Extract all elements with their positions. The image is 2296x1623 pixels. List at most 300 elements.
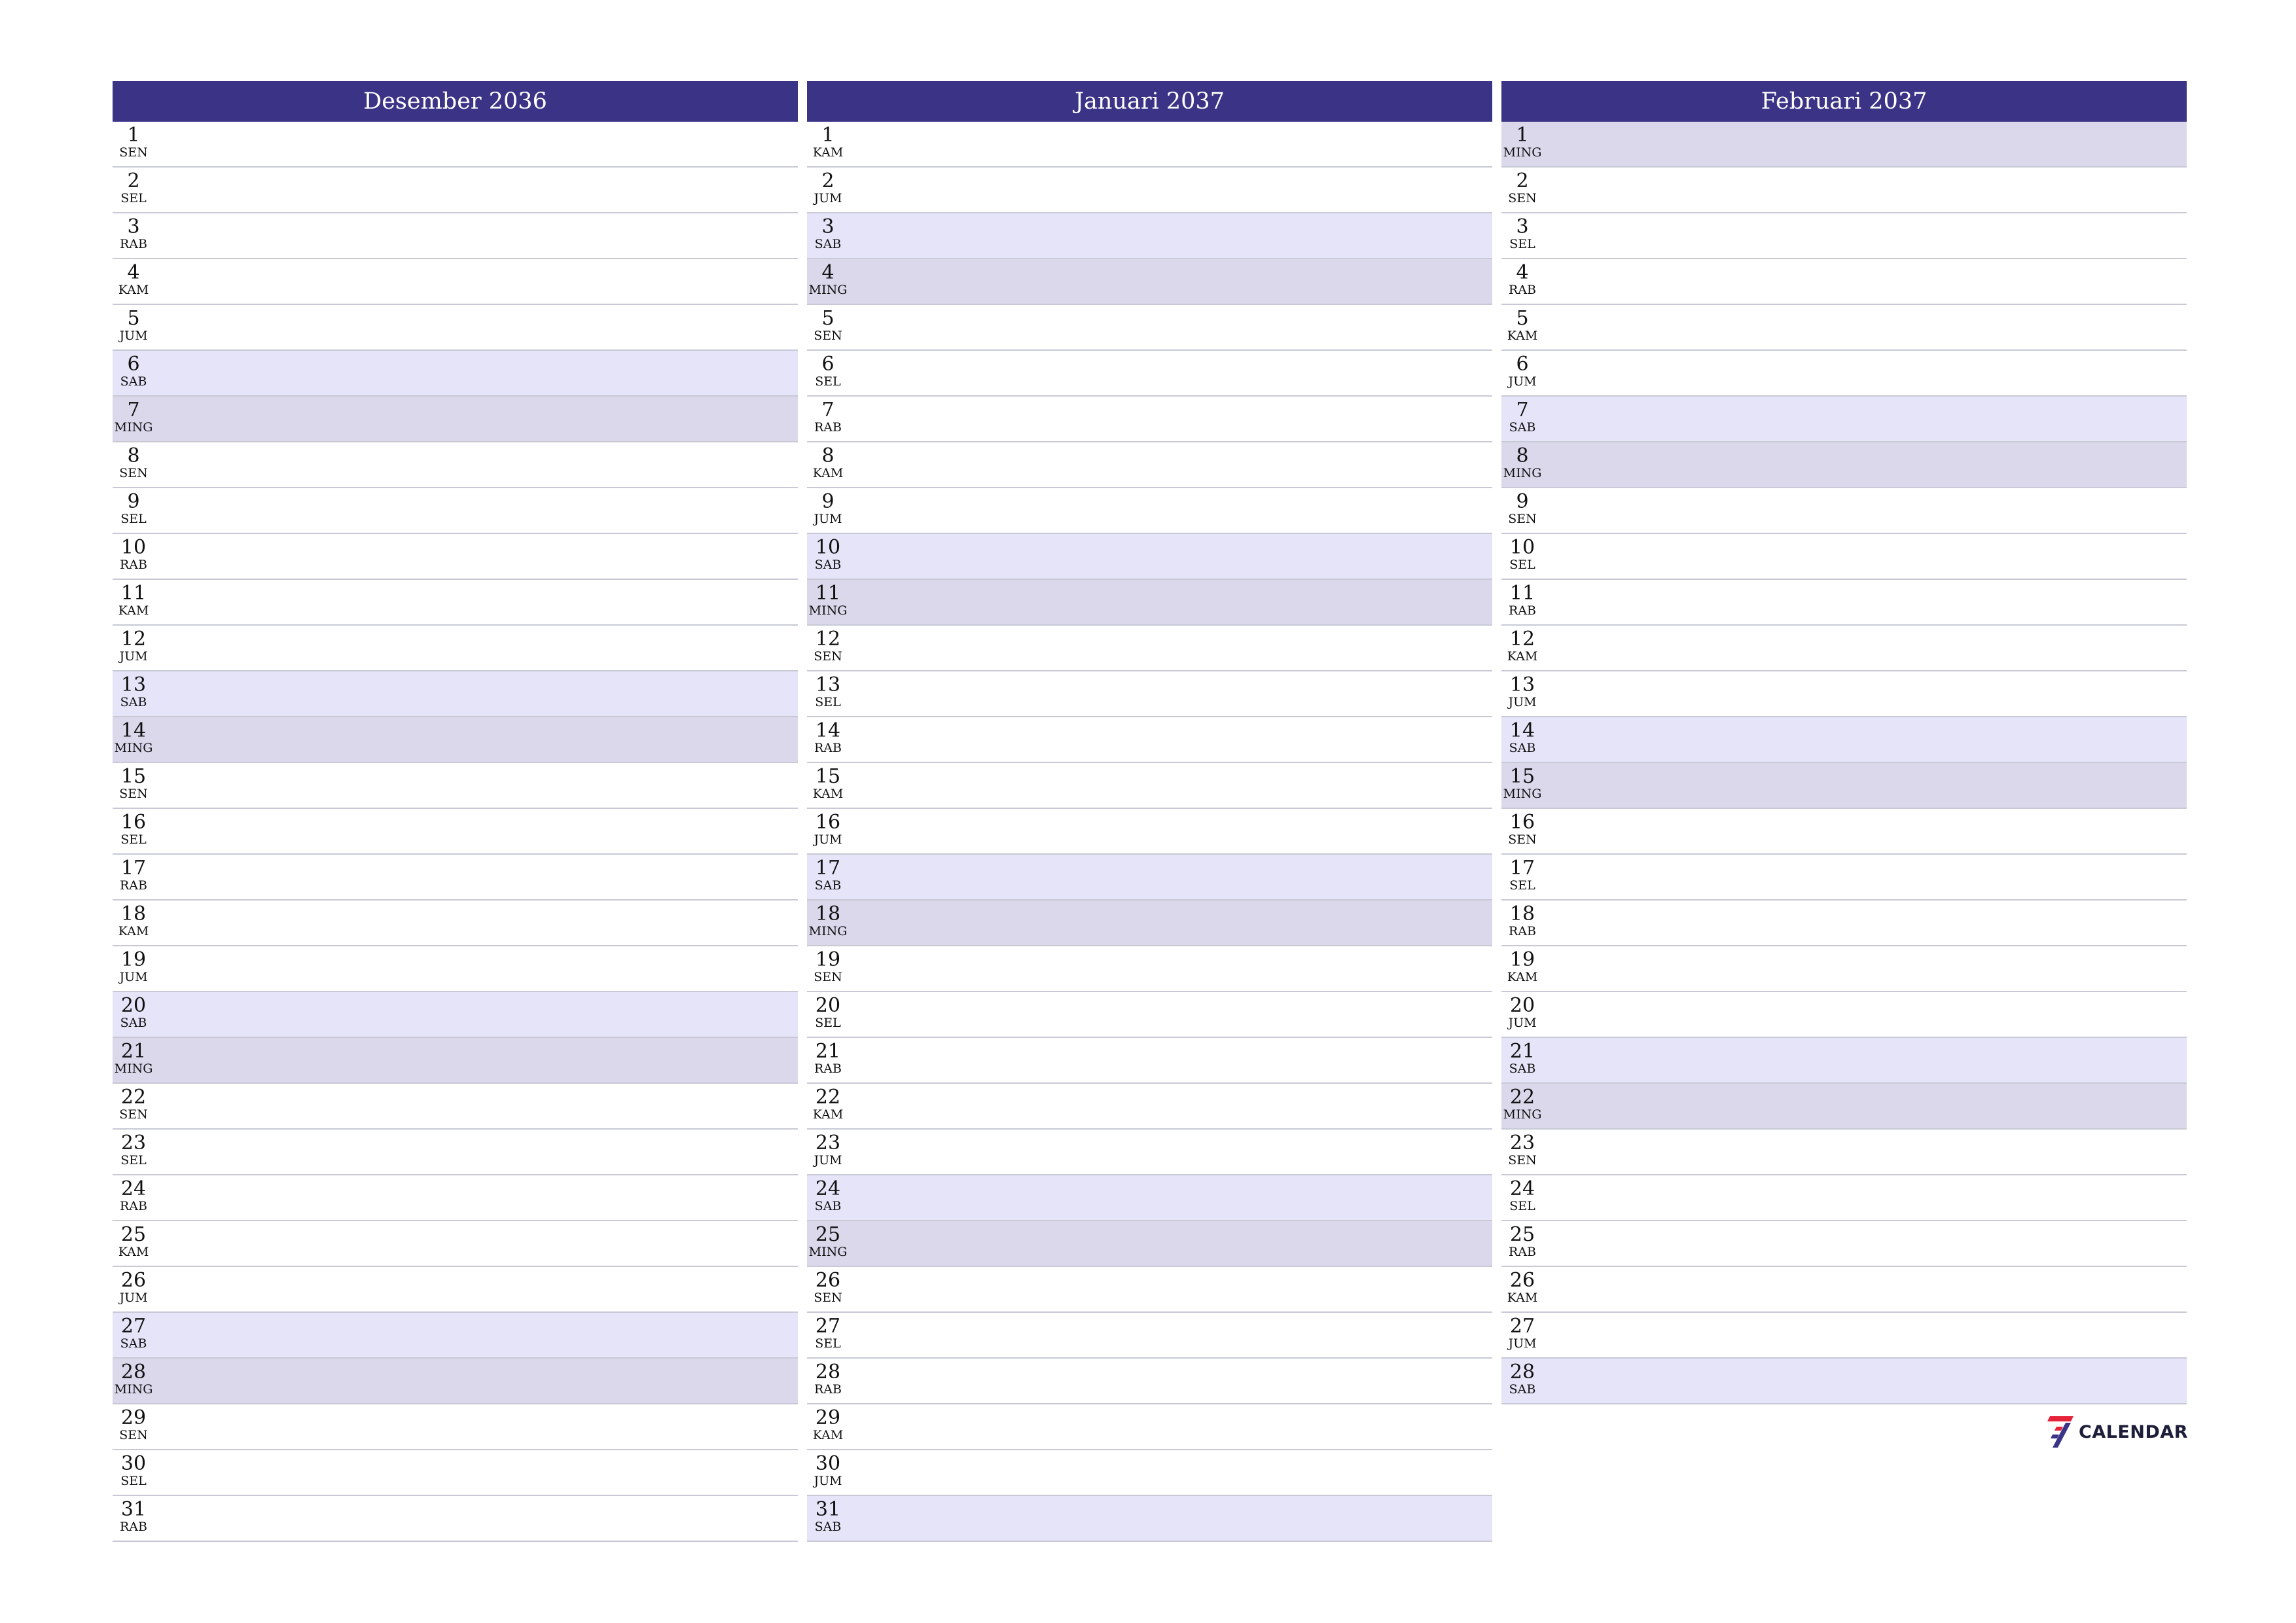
- day-row: [113, 1038, 798, 1084]
- day-row: [1501, 213, 2187, 259]
- day-cell: [113, 534, 154, 572]
- day-row: [113, 534, 798, 580]
- day-cell: [1501, 213, 1543, 251]
- day-cell: [807, 626, 849, 664]
- day-row: [1501, 626, 2187, 671]
- day-row: [113, 717, 798, 763]
- day-row: [1501, 1175, 2187, 1221]
- day-cell: [807, 168, 849, 205]
- day-name: SAB: [1509, 420, 1536, 435]
- day-number: 8: [127, 444, 140, 467]
- day-name: RAB: [120, 237, 147, 251]
- day-number: 9: [821, 490, 834, 513]
- seven-logo-icon: [2046, 1414, 2075, 1450]
- day-name: KAM: [812, 1107, 844, 1122]
- day-cell: [807, 580, 849, 618]
- day-number: 3: [127, 215, 140, 238]
- day-name: MING: [114, 1382, 153, 1397]
- day-cell: [807, 397, 849, 435]
- day-cell: [1501, 763, 1543, 801]
- day-number: 13: [815, 673, 841, 696]
- day-cell: [1501, 259, 1543, 297]
- day-cell: [807, 213, 849, 251]
- day-name: SEN: [119, 466, 148, 480]
- day-cell: [1501, 1175, 1543, 1213]
- day-number: 15: [1509, 765, 1535, 788]
- day-number: 30: [120, 1452, 147, 1475]
- day-number: 1: [127, 124, 140, 147]
- day-number: 22: [120, 1086, 147, 1109]
- day-row: [1501, 1084, 2187, 1130]
- day-name: JUM: [814, 1153, 842, 1168]
- day-name: SEL: [120, 1474, 147, 1488]
- day-number: 5: [1516, 307, 1529, 330]
- day-row: [1501, 122, 2187, 168]
- day-name: SAB: [120, 1336, 147, 1351]
- day-number: 17: [815, 857, 841, 880]
- day-name: RAB: [120, 878, 147, 893]
- day-row: [113, 442, 798, 488]
- day-row: [807, 213, 1492, 259]
- day-row: [1501, 397, 2187, 442]
- day-number: 4: [1516, 261, 1529, 284]
- day-row: [807, 259, 1492, 305]
- day-cell: [113, 992, 154, 1030]
- day-cell: [807, 1084, 849, 1122]
- day-cell: [807, 1038, 849, 1076]
- day-list: [807, 122, 1492, 1542]
- month-header: Desember 2036: [113, 81, 798, 122]
- day-name: SEN: [119, 1428, 148, 1442]
- day-cell: [113, 1404, 154, 1442]
- day-name: RAB: [120, 1199, 147, 1213]
- day-row: [113, 1084, 798, 1130]
- day-cell: [113, 1130, 154, 1168]
- day-cell: [1501, 442, 1543, 480]
- day-row: [1501, 580, 2187, 626]
- day-row: [807, 580, 1492, 626]
- day-cell: [807, 1313, 849, 1351]
- day-row: [113, 580, 798, 626]
- day-cell: [1501, 397, 1543, 435]
- day-name: JUM: [119, 329, 148, 343]
- day-row: [807, 1450, 1492, 1496]
- day-cell: [113, 213, 154, 251]
- day-cell: [807, 1359, 849, 1397]
- day-number: 17: [120, 857, 147, 880]
- day-row: [1501, 488, 2187, 534]
- day-row: [807, 626, 1492, 671]
- day-row: [807, 1084, 1492, 1130]
- day-name: KAM: [1507, 1291, 1538, 1305]
- day-number: 29: [120, 1406, 147, 1429]
- day-number: 2: [821, 169, 834, 192]
- day-name: JUM: [119, 970, 148, 984]
- day-name: SAB: [1509, 1382, 1536, 1397]
- day-name: JUM: [1508, 1016, 1537, 1030]
- day-row: [1501, 351, 2187, 397]
- day-number: 24: [815, 1177, 841, 1200]
- day-row: [1501, 259, 2187, 305]
- day-row: [807, 901, 1492, 946]
- day-cell: [113, 1221, 154, 1259]
- day-row: [1501, 671, 2187, 717]
- day-name: SEL: [120, 512, 147, 526]
- day-name: JUM: [814, 512, 842, 526]
- day-cell: [113, 168, 154, 205]
- day-name: JUM: [1508, 1336, 1537, 1351]
- day-row: [113, 809, 798, 855]
- day-name: KAM: [812, 466, 844, 480]
- day-row: [113, 671, 798, 717]
- day-row: [1501, 992, 2187, 1038]
- day-cell: [1501, 717, 1543, 755]
- day-row: [807, 1313, 1492, 1359]
- day-cell: [113, 1450, 154, 1488]
- day-cell: [1501, 809, 1543, 847]
- day-row: [807, 763, 1492, 809]
- day-name: MING: [808, 283, 848, 297]
- day-number: 8: [821, 444, 834, 467]
- day-name: JUM: [814, 832, 842, 847]
- day-name: RAB: [814, 1061, 842, 1076]
- day-number: 6: [127, 353, 140, 376]
- day-number: 10: [1509, 536, 1535, 559]
- day-name: JUM: [119, 649, 148, 664]
- day-cell: [1501, 1267, 1543, 1305]
- day-cell: [1501, 1221, 1543, 1259]
- day-row: [1501, 1313, 2187, 1359]
- day-name: SEN: [814, 649, 842, 664]
- day-row: [807, 534, 1492, 580]
- day-row: [807, 1496, 1492, 1542]
- day-name: SEN: [814, 970, 842, 984]
- day-cell: [113, 122, 154, 160]
- day-number: 27: [815, 1315, 841, 1338]
- day-row: [113, 1175, 798, 1221]
- day-name: RAB: [1509, 1245, 1536, 1259]
- day-cell: [807, 1175, 849, 1213]
- month-header: Januari 2037: [807, 81, 1492, 122]
- day-number: 10: [120, 536, 147, 559]
- day-row: [113, 351, 798, 397]
- day-row: [113, 1404, 798, 1450]
- day-row: [807, 305, 1492, 351]
- day-cell: [113, 580, 154, 618]
- day-name: RAB: [120, 558, 147, 572]
- day-name: SEN: [119, 787, 148, 801]
- day-name: SAB: [814, 878, 842, 893]
- day-number: 3: [821, 215, 834, 238]
- day-cell: [113, 901, 154, 938]
- day-number: 20: [815, 994, 841, 1017]
- day-name: SEN: [1508, 1153, 1537, 1168]
- day-name: SAB: [1509, 1061, 1536, 1076]
- day-number: 28: [1509, 1361, 1535, 1383]
- day-row: [113, 763, 798, 809]
- day-number: 24: [1509, 1177, 1535, 1200]
- day-name: MING: [808, 603, 848, 618]
- day-row: [807, 122, 1492, 168]
- day-number: 23: [1509, 1132, 1535, 1154]
- day-cell: [807, 1267, 849, 1305]
- day-cell: [807, 259, 849, 297]
- day-cell: [807, 1221, 849, 1259]
- day-cell: [807, 534, 849, 572]
- day-cell: [807, 946, 849, 984]
- day-name: MING: [1503, 787, 1542, 801]
- day-row: [113, 1221, 798, 1267]
- day-cell: [807, 717, 849, 755]
- day-number: 26: [815, 1269, 841, 1292]
- brand-text: CALENDAR: [2079, 1421, 2189, 1442]
- day-cell: [1501, 671, 1543, 709]
- day-row: [1501, 1221, 2187, 1267]
- day-number: 24: [120, 1177, 147, 1200]
- day-cell: [113, 763, 154, 801]
- day-row: [807, 1130, 1492, 1175]
- day-name: RAB: [120, 1520, 147, 1534]
- day-row: [807, 717, 1492, 763]
- day-cell: [113, 855, 154, 893]
- day-number: 2: [127, 169, 140, 192]
- day-cell: [113, 397, 154, 435]
- day-name: SEL: [1509, 878, 1535, 893]
- day-number: 30: [815, 1452, 841, 1475]
- day-name: SAB: [120, 1016, 147, 1030]
- day-row: [1501, 534, 2187, 580]
- day-cell: [807, 855, 849, 893]
- day-name: RAB: [814, 420, 842, 435]
- day-number: 19: [815, 948, 841, 971]
- day-name: SEN: [1508, 191, 1537, 205]
- day-number: 7: [821, 399, 834, 421]
- day-name: SAB: [814, 237, 842, 251]
- day-number: 11: [120, 582, 147, 605]
- day-name: SEN: [814, 1291, 842, 1305]
- day-number: 15: [815, 765, 841, 788]
- day-number: 4: [821, 261, 834, 284]
- day-row: [113, 1130, 798, 1175]
- day-name: SEL: [815, 374, 841, 389]
- day-name: MING: [808, 1245, 848, 1259]
- day-name: SEL: [120, 1153, 147, 1168]
- day-row: [1501, 442, 2187, 488]
- day-name: RAB: [814, 1382, 842, 1397]
- day-name: RAB: [1509, 924, 1536, 938]
- day-row: [113, 397, 798, 442]
- day-row: [113, 992, 798, 1038]
- day-name: RAB: [814, 741, 842, 755]
- day-cell: [1501, 1313, 1543, 1351]
- day-cell: [807, 1130, 849, 1168]
- day-number: 27: [120, 1315, 147, 1338]
- day-cell: [1501, 626, 1543, 664]
- day-row: [807, 442, 1492, 488]
- day-row: [807, 168, 1492, 213]
- day-row: [113, 901, 798, 946]
- day-list: [113, 122, 798, 1542]
- day-name: SEL: [815, 1336, 841, 1351]
- day-cell: [113, 1496, 154, 1534]
- day-name: SEN: [1508, 832, 1537, 847]
- day-number: 9: [1516, 490, 1529, 513]
- day-cell: [113, 671, 154, 709]
- day-number: 9: [127, 490, 140, 513]
- day-number: 8: [1516, 444, 1529, 467]
- day-row: [807, 488, 1492, 534]
- day-cell: [1501, 1359, 1543, 1397]
- day-number: 1: [821, 124, 834, 147]
- day-name: SAB: [120, 695, 147, 709]
- day-number: 19: [1509, 948, 1535, 971]
- day-number: 18: [1509, 902, 1535, 925]
- day-number: 6: [1516, 353, 1529, 376]
- day-row: [1501, 946, 2187, 992]
- day-row: [807, 992, 1492, 1038]
- day-number: 11: [815, 582, 841, 605]
- day-row: [1501, 1038, 2187, 1084]
- day-number: 23: [815, 1132, 841, 1154]
- day-row: [113, 488, 798, 534]
- day-cell: [807, 305, 849, 343]
- day-number: 14: [120, 719, 147, 742]
- day-row: [807, 351, 1492, 397]
- day-name: SEN: [119, 145, 148, 160]
- day-number: 16: [1509, 811, 1535, 834]
- day-number: 31: [120, 1498, 147, 1521]
- day-number: 12: [815, 628, 841, 651]
- day-name: KAM: [812, 1428, 844, 1442]
- day-cell: [807, 1404, 849, 1442]
- day-number: 5: [127, 307, 140, 330]
- day-name: JUM: [1508, 374, 1537, 389]
- day-cell: [807, 488, 849, 526]
- day-row: [807, 397, 1492, 442]
- day-name: MING: [114, 1061, 153, 1076]
- day-name: SEL: [1509, 1199, 1535, 1213]
- day-name: KAM: [1507, 970, 1538, 984]
- day-number: 19: [120, 948, 147, 971]
- day-row: [113, 1313, 798, 1359]
- day-cell: [113, 305, 154, 343]
- day-row: [113, 855, 798, 901]
- day-name: SEL: [815, 1016, 841, 1030]
- day-row: [807, 1038, 1492, 1084]
- day-cell: [113, 1359, 154, 1397]
- day-row: [113, 305, 798, 351]
- day-row: [113, 259, 798, 305]
- day-number: 21: [815, 1040, 841, 1063]
- day-name: KAM: [812, 145, 844, 160]
- day-number: 14: [1509, 719, 1535, 742]
- day-cell: [1501, 168, 1543, 205]
- day-row: [1501, 1130, 2187, 1175]
- day-cell: [1501, 855, 1543, 893]
- day-row: [1501, 763, 2187, 809]
- day-list: [1501, 122, 2187, 1404]
- day-row: [807, 855, 1492, 901]
- month-december-2036: [113, 81, 798, 1542]
- day-name: KAM: [118, 283, 149, 297]
- day-cell: [1501, 488, 1543, 526]
- day-row: [807, 1267, 1492, 1313]
- day-number: 21: [1509, 1040, 1535, 1063]
- day-name: KAM: [1507, 649, 1538, 664]
- day-number: 12: [120, 628, 147, 651]
- day-cell: [113, 351, 154, 389]
- day-number: 5: [821, 307, 834, 330]
- day-name: JUM: [1508, 695, 1537, 709]
- day-name: SEN: [119, 1107, 148, 1122]
- day-name: SAB: [814, 1520, 842, 1534]
- day-name: MING: [1503, 145, 1542, 160]
- day-cell: [1501, 534, 1543, 572]
- day-name: SAB: [1509, 741, 1536, 755]
- day-cell: [1501, 1084, 1543, 1122]
- day-name: KAM: [1507, 329, 1538, 343]
- day-row: [1501, 809, 2187, 855]
- day-cell: [113, 1267, 154, 1305]
- day-cell: [807, 442, 849, 480]
- month-february-2037: [1501, 81, 2187, 1404]
- day-number: 16: [815, 811, 841, 834]
- day-name: SEN: [1508, 512, 1537, 526]
- day-cell: [1501, 901, 1543, 938]
- brand-logo: [2046, 1414, 2188, 1450]
- day-number: 2: [1516, 169, 1529, 192]
- day-number: 22: [815, 1086, 841, 1109]
- day-cell: [113, 626, 154, 664]
- day-number: 13: [120, 673, 147, 696]
- day-name: SEN: [814, 329, 842, 343]
- day-number: 20: [1509, 994, 1535, 1017]
- day-number: 18: [815, 902, 841, 925]
- day-cell: [113, 1084, 154, 1122]
- day-cell: [1501, 305, 1543, 343]
- day-number: 15: [120, 765, 147, 788]
- day-row: [807, 1175, 1492, 1221]
- day-row: [807, 1221, 1492, 1267]
- day-name: MING: [1503, 466, 1542, 480]
- day-name: JUM: [119, 1291, 148, 1305]
- day-number: 20: [120, 994, 147, 1017]
- day-cell: [113, 1313, 154, 1351]
- day-cell: [113, 259, 154, 297]
- day-name: MING: [114, 420, 153, 435]
- day-cell: [113, 717, 154, 755]
- day-number: 26: [1509, 1269, 1535, 1292]
- day-row: [113, 1450, 798, 1496]
- day-row: [113, 946, 798, 992]
- day-number: 23: [120, 1132, 147, 1154]
- day-cell: [113, 488, 154, 526]
- day-name: KAM: [118, 924, 149, 938]
- day-cell: [1501, 946, 1543, 984]
- day-cell: [807, 671, 849, 709]
- day-number: 14: [815, 719, 841, 742]
- day-name: JUM: [814, 191, 842, 205]
- day-name: RAB: [1509, 603, 1536, 618]
- day-number: 12: [1509, 628, 1535, 651]
- day-number: 26: [120, 1269, 147, 1292]
- day-cell: [1501, 992, 1543, 1030]
- day-cell: [113, 442, 154, 480]
- day-name: SAB: [814, 1199, 842, 1213]
- day-number: 22: [1509, 1086, 1535, 1109]
- day-row: [807, 809, 1492, 855]
- day-name: SEL: [1509, 558, 1535, 572]
